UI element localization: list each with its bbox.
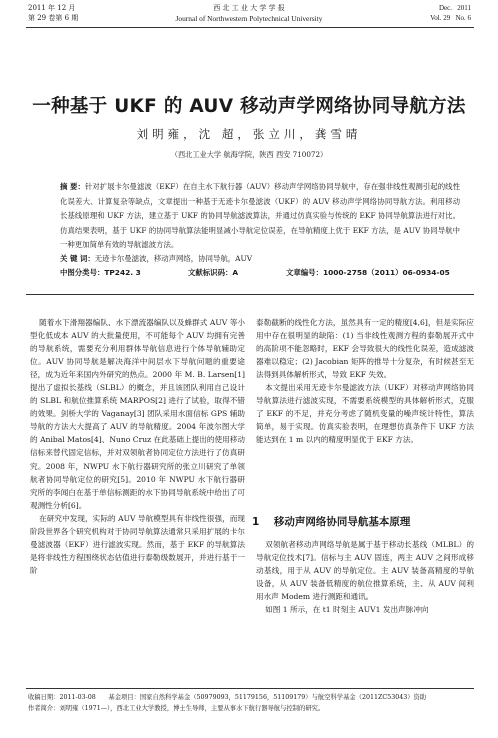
keywords-text: 无迹卡尔曼滤波，移动声网络，协同导航，AUV	[94, 254, 253, 263]
abstract-rule	[26, 294, 474, 295]
author-bio: 作者简介：刘明雍（1971—），西北工业大学教授，博士生导师，主要从事水下航行器导航与控制的研究。	[28, 705, 325, 712]
abstract	[60, 180, 460, 253]
abstract-text: 针对扩展卡尔曼滤波（EKF）在自主水下航行器（AUV）移动声学网络协同导航中，存在强非线性观测引起的线性化误差大、计算复杂等缺点，文章提出一种基于无迹卡尔曼滤波（UKF）的 AUV 移动声学网络协同导航方法。利用移动长基线原理和 UKF 方法，建立基于 UKF 的协同导航滤波算法，并通过仿真实验与传统的 EKF 协同导航算法进行对比。仿真结果表明，基于 UKF 的协同导航算法能明显减小导航定位误差，在导航精度上优于 EKF 方法，是 AUV 协同导航中一种更加简单有效的导航滤波方法。	[60, 182, 461, 250]
right-column-bottom	[256, 538, 474, 616]
header-date-en: Dec. 2011	[438, 4, 471, 12]
body-paragraph: 随着水下滑翔器编队、水下漂流器编队以及蜂群式 AUV 等小型化低成本 AUV 的大批量使用，不可能每个 AUV 均拥有完善的导航系统，需要充分利用群体导航信息进行个体导航辅助定位。AUV 协同导航是解决海洋中间层水下导航问题的重要途径，成为近年来国内外研究的热点。2000 年 M. B. Larsen[1] 提出了虚拟长基线（SLBL）的概念，并且该团队利用自己设计的 SLBL 和航位推算系统 MARPOS[2] 进行了试验，取得不错的效果。剑桥大学的 Vaganay[3] 团队采用水面信标 GPS 辅助导航的方法大大提高了 AUV 的导航精度。2004 年波尔图大学的 Anibal Matos[4]、Nuno Cruz 在此基础上提出的使用移动信标来替代固定信标，并对双领航者协同定位方法进行了仿真研究。2008 年，NWPU 水下航行器研究所的张立川研究了单领航者协同导航定位的研究[5]。2010 年 NWPU 水下航行器研究所的李闻白在基于单信标测距的水下协同导航系统中给出了可观测性分析[6]。	[30, 318, 245, 510]
article-authors: 刘明雍，沈 超，张立川，龚雪晴	[136, 127, 362, 141]
body-paragraph: 本文提出采用无迹卡尔曼滤波方法（UKF）对移动声网络协同导航算法进行滤波实现，不需要系统模型的具体解析形式，克服了 EKF 的不足，并充分考虑了随机变量的噪声统计特性，算法简单，易于实现。仿真实验表明，在理想仿真条件下 UKF 方法能达到在 1 m 以内的精度明显优于 EKF 方法。	[256, 383, 474, 445]
clc-number: 中图分类号：TP242. 3	[60, 268, 141, 277]
body-paragraph: 泰勒截断的线性化方法，虽然具有一定的精度[4,6]，但是实际应用中存在很明显的缺陷：(1) 当非线性观测方程的泰勒展开式中的高阶项不能忽略时，EKF 会导致很大的线性化误差，造成滤波器难以稳定；(2) Jacobian 矩阵的推导十分复杂，有时候甚至无法得到具体解析形式，导致 EKF 失效。	[256, 318, 474, 380]
article-number: 文章编号：1000-2758（2011）06-0934-05	[286, 268, 450, 277]
abstract-label: 摘 要：	[60, 182, 85, 191]
section-heading: 1 移动声网络协同导航基本原理	[252, 516, 411, 528]
keywords	[60, 252, 460, 265]
header-volume-cn: 第 29 卷第 6 期	[28, 14, 79, 22]
keywords-label: 关 键 词：	[60, 254, 95, 263]
header-date-cn: 2011 年 12 月	[28, 4, 76, 12]
article-title: 一种基于 UKF 的 AUV 移动声学网络协同导航方法	[32, 96, 466, 117]
footer-rule	[26, 688, 474, 689]
header-volume-en: Vol. 29 No. 6	[430, 14, 471, 22]
footnotes	[28, 692, 473, 714]
body-paragraph: 双领航者移动声网络导航是属于基于移动长基线（MLBL）的导航定位技术[7]。信标与主 AUV 固连，两主 AUV 之间形成移动基线，用于从 AUV 的导航定位。主 AUV 装备高精度的导航设备，从 AUV 装备低精度的航位推算系统，主、从 AUV 间利用水声 Modem 进行测距和通讯。	[256, 540, 474, 602]
header-rule	[26, 27, 474, 28]
header-journal-cn: 西 北 工 业 大 学 学 报	[213, 4, 285, 12]
left-column	[30, 316, 245, 577]
body-paragraph: 在研究中发现，实际的 AUV 导航模型具有非线性很强，而现阶段世界各个研究机构对于协同导航算法通常只采用扩展的卡尔曼滤波器（EKF）进行滤波实现。然而，基于 EKF 的导航算法是将非线性方程围绕状态估值进行泰勒级数展开，并进行基于一阶	[30, 513, 245, 575]
received-date: 收稿日期：2011-03-08 基金项目：国家自然科学基金（50979093，51179156，51109179）与航空科学基金（2011ZC53043）资助	[28, 694, 427, 701]
body-paragraph: 如图 1 所示，在 t1 时刻主 AUV1 发出声脉冲向	[265, 605, 429, 615]
article-affiliation: （西北工业大学 航海学院，陕西 西安 710072）	[170, 150, 328, 159]
header-journal-en: Journal of Northwestern Polytechnical University	[175, 14, 323, 23]
document-code: 文献标识码：A	[188, 268, 239, 277]
right-column-top	[256, 316, 474, 446]
